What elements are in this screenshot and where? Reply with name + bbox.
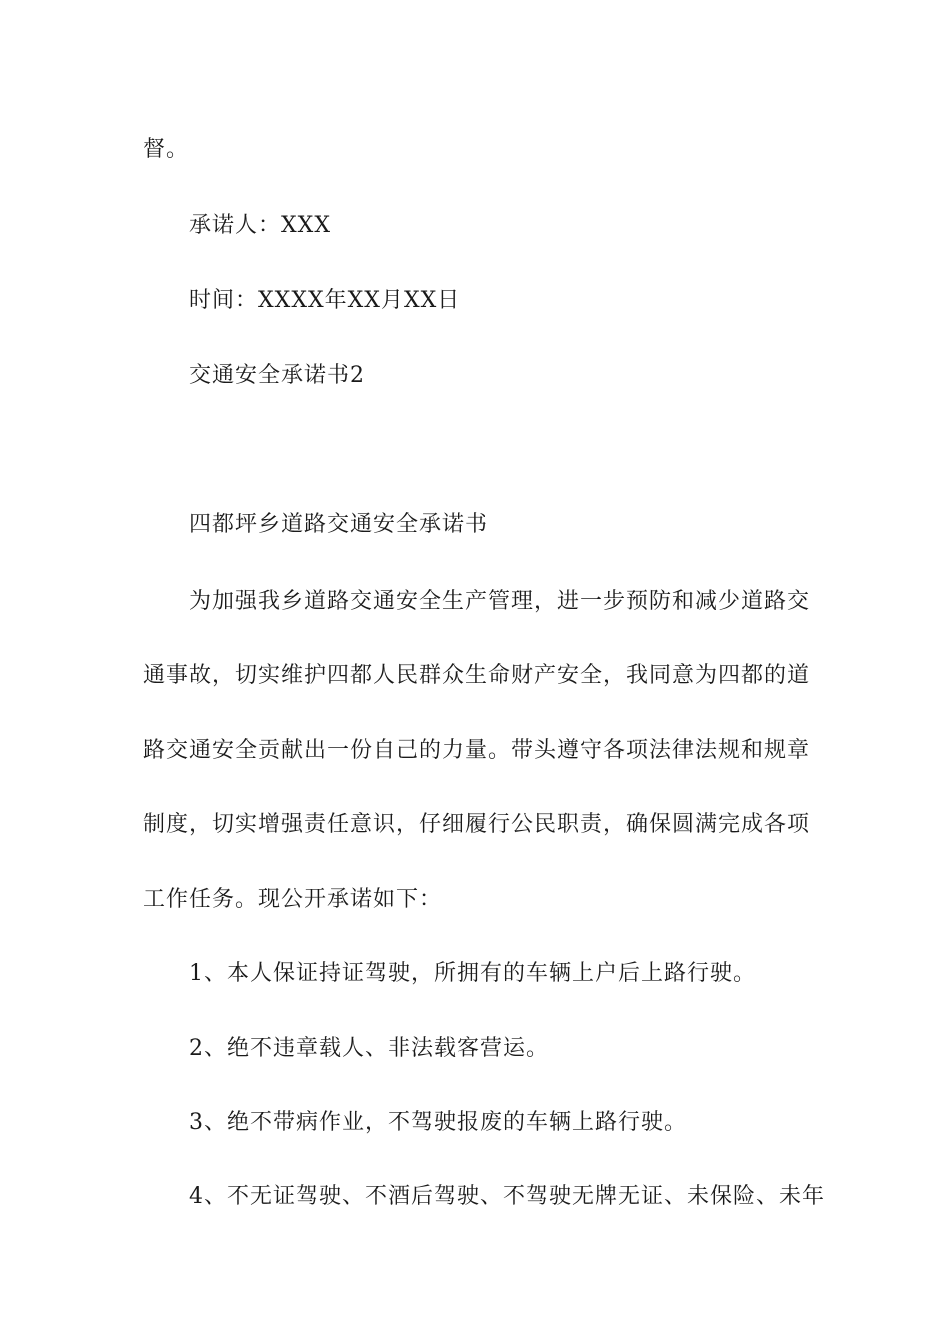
- pledge-item: 3、绝不带病作业，不驾驶报废的车辆上路行驶。: [189, 1110, 687, 1135]
- section-heading: 交通安全承诺书2: [189, 363, 365, 388]
- pledge-item: 2、绝不违章载人、非法载客营运。: [189, 1036, 549, 1061]
- intro-line: 工作任务。现公开承诺如下：: [143, 887, 443, 912]
- letter-title: 四都坪乡道路交通安全承诺书: [189, 512, 489, 537]
- pledge-item: 1、本人保证持证驾驶，所拥有的车辆上户后上路行驶。: [189, 961, 756, 986]
- intro-line: 制度，切实增强责任意识，仔细履行公民职责，确保圆满完成各项: [143, 812, 811, 837]
- promiser-line: 承诺人：XXX: [189, 213, 331, 238]
- intro-line: 路交通安全贡献出一份自己的力量。带头遵守各项法律法规和规章: [143, 738, 811, 763]
- intro-line: 为加强我乡道路交通安全生产管理，进一步预防和减少道路交: [189, 589, 811, 614]
- intro-line: 通事故，切实维护四都人民群众生命财产安全，我同意为四都的道: [143, 663, 811, 688]
- date-line: 时间：XXXX年XX月XX日: [189, 288, 461, 313]
- pledge-item: 4、不无证驾驶、不酒后驾驶、不驾驶无牌无证、未保险、未年: [189, 1184, 825, 1209]
- previous-text-tail: 督。: [143, 137, 190, 162]
